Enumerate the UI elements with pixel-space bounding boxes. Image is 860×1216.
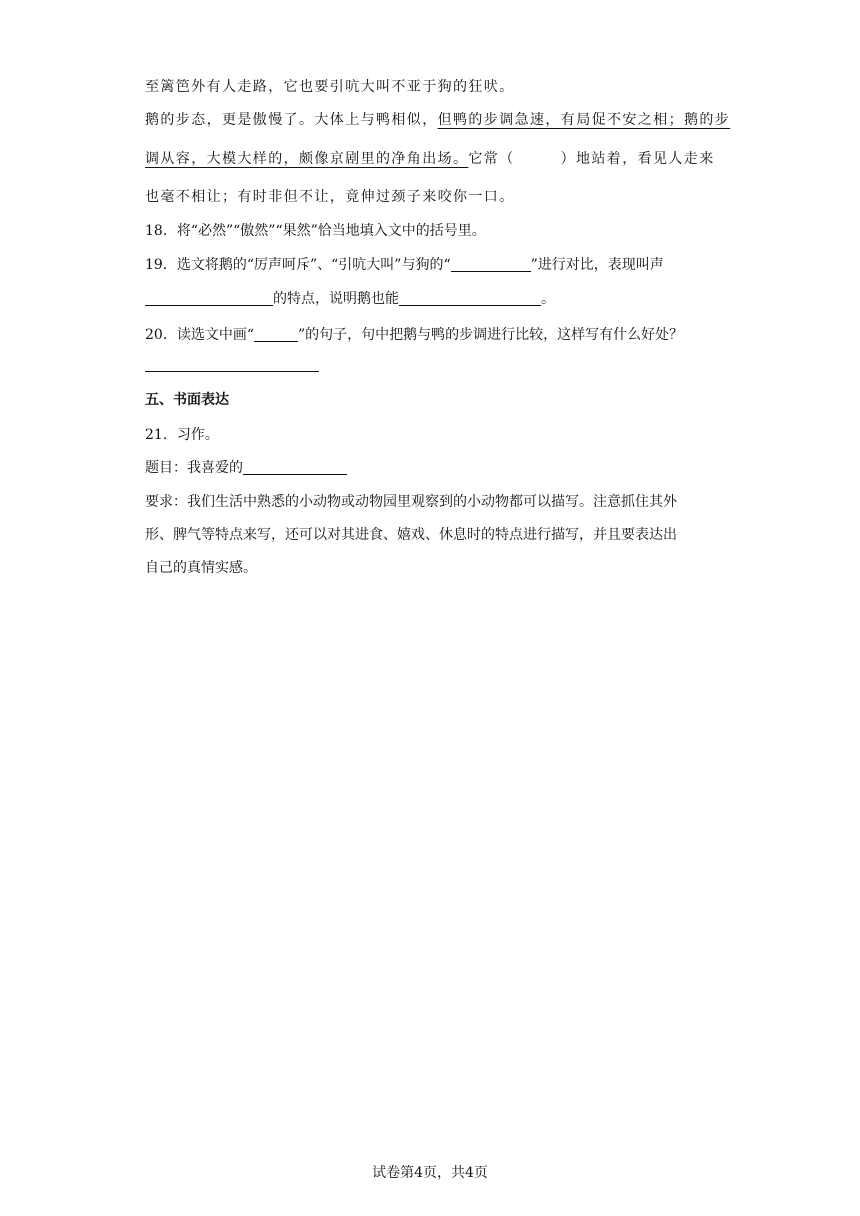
- question-19-text-b: ”进行对比，表现叫声: [530, 257, 664, 273]
- answer-blank-19c[interactable]: [399, 291, 541, 306]
- requirement-line-1: 要求：我们生活中熟悉的小动物或动物园里观察到的小动物都可以描写。注意抓住其外: [145, 494, 677, 510]
- question-19-text-a: 19．选文将鹅的“厉声呵斥”、“引吭大叫”与狗的“: [145, 257, 451, 273]
- passage-underlined-sentence-part1: 但鸭的步调急速，有局促不安之相；鹅的步: [437, 112, 731, 128]
- essay-topic-blank[interactable]: [243, 460, 347, 475]
- page-footer: 试卷第4页，共4页: [372, 1165, 488, 1181]
- question-19-text-d: 。: [541, 291, 555, 307]
- question-20-text-a: 20．读选文中画“: [145, 327, 254, 343]
- question-18: 18．将“必然”“傲然”“果然”恰当地填入文中的括号里。: [145, 223, 486, 239]
- passage-line-3-bracket-open: 它常（: [468, 151, 515, 167]
- requirement-line-3: 自己的真情实感。: [145, 560, 257, 576]
- passage-line-3: [145, 148, 715, 168]
- question-19-line-2: [145, 288, 555, 308]
- question-19-line-1: [145, 254, 664, 274]
- section-heading: 五、书面表达: [145, 392, 229, 408]
- passage-line-1: 至篱笆外有人走路，它也要引吭大叫不亚于狗的狂吠。: [145, 79, 515, 95]
- requirement-line-2: 形、脾气等特点来写，还可以对其进食、嬉戏、休息时的特点进行描写，并且要表达出: [145, 527, 677, 543]
- question-19-text-c: 的特点，说明鹅也能: [273, 291, 399, 307]
- passage-line-2-plain: 鹅的步态，更是傲慢了。大体上与鸭相似，: [145, 112, 438, 128]
- essay-topic: [145, 457, 347, 477]
- answer-blank-19b[interactable]: [145, 291, 273, 306]
- question-20: [145, 324, 683, 344]
- passage-line-3-rest: ）地站着，看见人走来: [560, 151, 715, 167]
- passage-line-4: 也毫不相让；有时非但不让，竟伸过颈子来咬你一口。: [145, 189, 515, 205]
- passage-line-2: [145, 109, 730, 129]
- question-20-text-b: ”的句子，句中把鹅与鸭的步调进行比较，这样写有什么好处？: [297, 327, 684, 343]
- answer-blank-19a[interactable]: [451, 257, 531, 272]
- essay-topic-label: 题目：我喜爱的: [145, 460, 243, 476]
- underline-mark-sample: [254, 327, 298, 342]
- passage-underlined-sentence-part2: 调从容，大模大样的，颇像京剧里的净角出场。: [145, 151, 469, 167]
- question-21: 21．习作。: [145, 427, 219, 443]
- answer-line-20[interactable]: [145, 371, 319, 372]
